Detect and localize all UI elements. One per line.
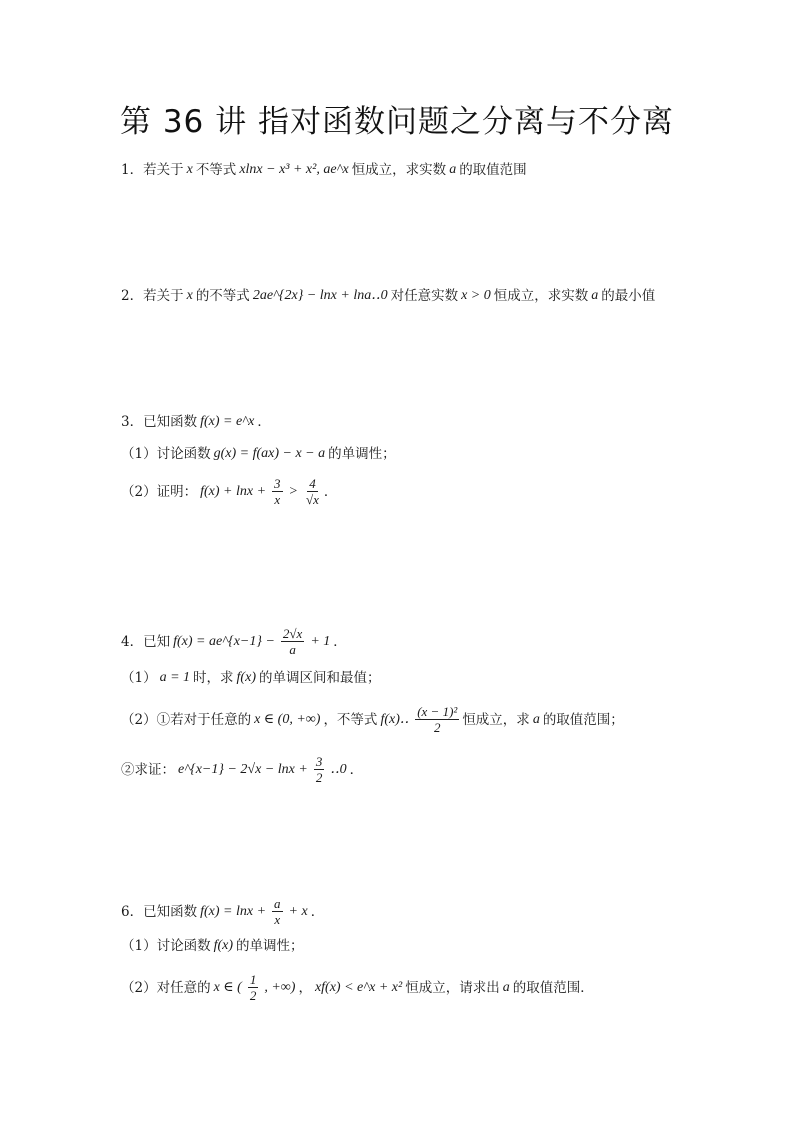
question-text: 已知 xyxy=(143,633,171,650)
math-expression: f(x) xyxy=(236,670,256,685)
part-label: （1）讨论函数 xyxy=(121,446,211,462)
question-4-part-1 xyxy=(121,668,380,688)
question-text: ． xyxy=(323,483,338,500)
math-expression: f(x) xyxy=(213,938,234,953)
question-text: ． xyxy=(333,633,347,650)
question-4 xyxy=(121,626,347,657)
math-expression: xlnx − x³ + x², ae^x xyxy=(239,162,349,177)
math-expression: > xyxy=(288,483,298,499)
question-text: ． xyxy=(310,903,325,920)
question-6-part-2 xyxy=(121,972,594,1003)
question-text: 恒成立，求 xyxy=(462,711,530,728)
question-text: 的取值范围； xyxy=(542,711,624,728)
fraction-numerator: 3 xyxy=(274,476,281,491)
fraction-denominator: 2 xyxy=(315,770,323,785)
question-text: ． xyxy=(257,414,271,430)
part-label: ②求证： xyxy=(121,761,175,778)
fraction-denominator: x xyxy=(274,912,281,927)
question-text: 若关于 xyxy=(143,162,184,178)
math-expression: g(x) = f(ax) − x − a xyxy=(213,446,326,461)
question-text: 的单调性； xyxy=(328,446,396,462)
math-expression: , +∞) xyxy=(264,979,296,995)
fraction-numerator: a xyxy=(274,896,281,911)
question-3-part-2 xyxy=(121,476,337,507)
question-text: 已知函数 xyxy=(143,903,198,920)
math-expression: x ∈ ( xyxy=(213,979,242,995)
question-2 xyxy=(121,286,655,306)
part-label: （2）对任意的 xyxy=(121,979,211,996)
fraction-denominator: a xyxy=(289,642,296,657)
page-title: 第 36 讲 指对函数问题之分离与不分离 xyxy=(119,104,674,140)
math-expression: + x xyxy=(288,903,308,919)
math-expression: a = 1 xyxy=(159,670,191,685)
question-number: 6． xyxy=(121,903,144,920)
math-expression: ‥0 xyxy=(330,761,347,777)
math-expression: a xyxy=(532,711,540,727)
question-1 xyxy=(121,160,527,180)
math-expression: xf(x) < e^x + x² xyxy=(314,979,403,995)
question-text: 的单调性； xyxy=(236,938,304,954)
fraction-denominator: 2 xyxy=(249,988,257,1003)
question-4-part-2 xyxy=(121,704,624,735)
fraction-denominator: 2 xyxy=(434,720,441,735)
question-text: 时，求 xyxy=(193,670,234,686)
math-expression: x xyxy=(186,162,193,177)
question-6-part-1 xyxy=(121,936,304,956)
question-text: 的不等式 xyxy=(195,288,250,304)
math-expression: f(x) = lnx + xyxy=(200,903,267,919)
question-text: 的取值范围． xyxy=(512,979,594,996)
question-4-part-3 xyxy=(121,754,363,785)
math-expression: a xyxy=(591,288,599,303)
question-text: 对任意实数 xyxy=(390,288,459,304)
question-text: ，不等式 xyxy=(323,711,378,728)
math-expression: e^{x−1} − 2√x − lnx + xyxy=(178,761,308,777)
question-text: ． xyxy=(349,761,364,778)
question-text: 恒成立，求实数 xyxy=(351,162,447,178)
math-expression: x > 0 xyxy=(461,288,491,303)
question-number: 3． xyxy=(121,414,144,430)
math-expression: f(x)‥ xyxy=(380,711,410,727)
fraction xyxy=(314,754,325,785)
fraction-numerator: 4 xyxy=(309,476,316,491)
math-expression: x xyxy=(186,288,193,303)
fraction xyxy=(281,626,304,657)
fraction xyxy=(272,476,283,507)
math-expression: x ∈ (0, +∞) xyxy=(254,711,321,727)
fraction xyxy=(304,476,321,507)
question-number: 1． xyxy=(121,162,144,178)
question-text: 的最小值 xyxy=(601,288,656,304)
question-3 xyxy=(121,412,271,432)
question-6 xyxy=(121,896,324,927)
math-expression: a xyxy=(449,162,457,177)
fraction-numerator: (x − 1)² xyxy=(417,704,458,719)
fraction-denominator: √x xyxy=(305,492,319,507)
question-text: 恒成立，求实数 xyxy=(493,288,589,304)
question-text: 的单调区间和最值； xyxy=(258,670,381,686)
math-expression: a xyxy=(502,979,510,995)
part-label: （2）证明： xyxy=(121,483,198,500)
part-label: （1）讨论函数 xyxy=(121,938,211,954)
fraction-numerator: 3 xyxy=(315,754,323,769)
math-expression: f(x) = e^x xyxy=(200,414,255,429)
fraction xyxy=(272,896,283,927)
question-text: 的取值范围 xyxy=(459,162,527,178)
math-expression: + 1 xyxy=(310,633,331,649)
fraction xyxy=(248,972,259,1003)
question-text: 若关于 xyxy=(143,288,184,304)
fraction-numerator: 2√x xyxy=(282,626,303,641)
question-text: 恒成立，请求出 xyxy=(405,979,500,996)
part-label: （2）①若对于任意的 xyxy=(121,711,252,728)
math-expression: f(x) = ae^{x−1} − xyxy=(173,633,275,649)
fraction-numerator: 1 xyxy=(249,972,257,987)
math-expression: 2ae^{2x} − lnx + lna‥0 xyxy=(252,288,388,303)
question-number: 2． xyxy=(121,288,144,304)
question-text: 不等式 xyxy=(195,162,237,178)
math-expression: f(x) + lnx + xyxy=(200,483,267,499)
question-text: 已知函数 xyxy=(143,414,198,430)
fraction xyxy=(415,704,459,735)
question-number: 4． xyxy=(121,633,144,650)
question-text: ， xyxy=(298,979,312,996)
question-3-part-1 xyxy=(121,444,396,464)
fraction-denominator: x xyxy=(274,492,281,507)
part-label: （1） xyxy=(121,670,157,686)
